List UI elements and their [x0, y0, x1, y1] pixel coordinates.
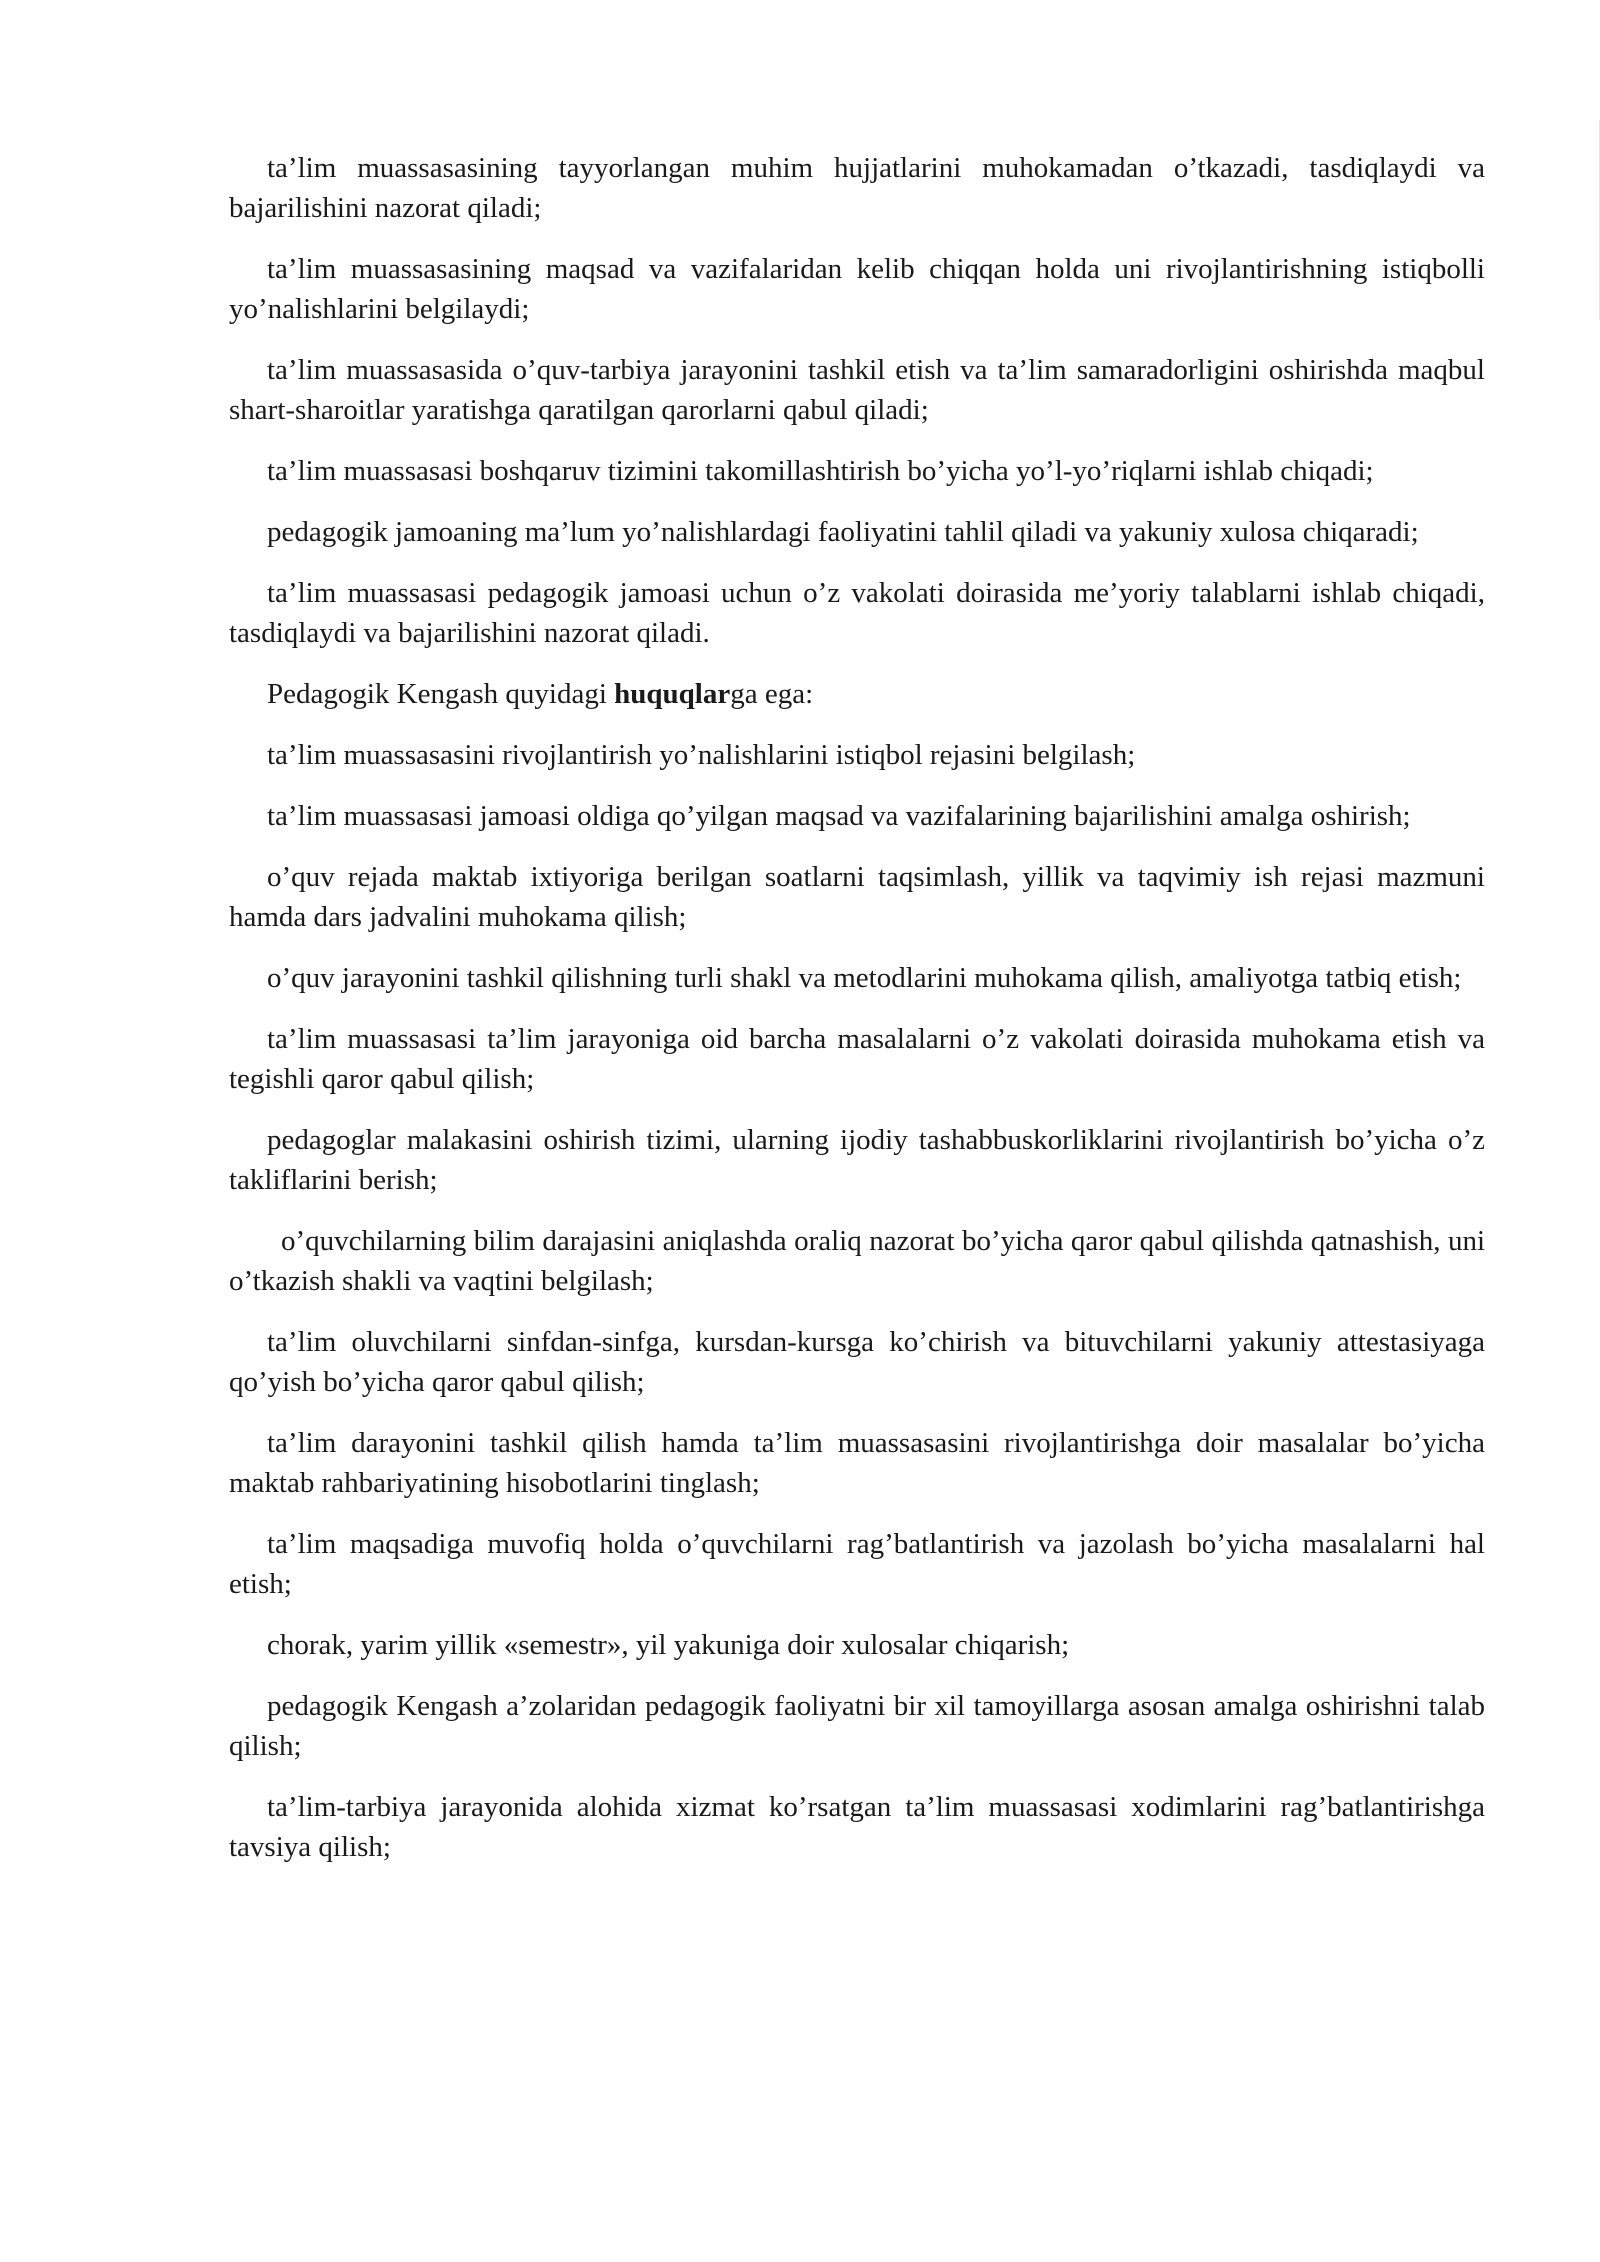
rights-item: ta’lim darayonini tashkil qilish hamda ta’lim muassasasini rivojlantirishga doir masalalar bo’yicha maktab rahbariyatining hisobotlarini tinglash;: [229, 1427, 1485, 1499]
rights-item: chorak, yarim yillik «semestr», yil yakuniga doir xulosalar chiqarish;: [267, 1629, 1070, 1661]
paragraph: ta’lim muassasasida o’quv-tarbiya jarayonini tashkil etish va ta’lim samaradorligini oshirishda maqbul shart-sharoitlar yaratishga qaratilgan qarorlarni qabul qiladi;: [229, 354, 1485, 426]
paragraph: ta’lim muassasasining maqsad va vazifalaridan kelib chiqqan holda uni rivojlantirishning istiqbolli yo’nalishlarini belgilaydi;: [229, 253, 1485, 325]
rights-item: pedagogik Kengash a’zolaridan pedagogik faoliyatni bir xil tamoyillarga asosan amalga oshirishni talab qilish;: [229, 1690, 1485, 1762]
rights-item: o’quv rejada maktab ixtiyoriga berilgan soatlarni taqsimlash, yillik va taqvimiy ish rejasi mazmuni hamda dars jadvalini muhokama qilish;: [229, 861, 1485, 933]
rights-item: pedagoglar malakasini oshirish tizimi, ularning ijodiy tashabbuskorliklarini rivojlantirish bo’yicha o’z takliflarini berish;: [229, 1124, 1485, 1196]
rights-item: ta’lim muassasasi ta’lim jarayoniga oid barcha masalalarni o’z vakolati doirasida muhokama etish va tegishli qaror qabul qilish;: [229, 1023, 1485, 1095]
rights-item: o’quvchilarning bilim darajasini aniqlashda oraliq nazorat bo’yicha qaror qabul qilishda qatnashish, uni o’tkazish shakli va vaqtini belgilash;: [229, 1225, 1485, 1297]
rights-item: ta’lim maqsadiga muvofiq holda o’quvchilarni rag’batlantirish va jazolash bo’yicha masalalarni hal etish;: [229, 1528, 1485, 1600]
rights-heading: [229, 674, 1485, 714]
paragraph: pedagogik jamoaning ma’lum yo’nalishlardagi faoliyatini tahlil qiladi va yakuniy xulosa chiqaradi;: [267, 516, 1419, 548]
rights-item: ta’lim muassasasi jamoasi oldiga qo’yilgan maqsad va vazifalarining bajarilishini amalga oshirish;: [267, 800, 1411, 832]
rights-item: ta’lim muassasasini rivojlantirish yo’nalishlarini istiqbol rejasini belgilash;: [267, 739, 1136, 771]
document-page: [229, 148, 1485, 1888]
paragraph: ta’lim muassasasi boshqaruv tizimini takomillashtirish bo’yicha yo’l-yo’riqlarni ishlab chiqadi;: [267, 455, 1374, 487]
paragraph: ta’lim muassasasining tayyorlangan muhim hujjatlarini muhokamadan o’tkazadi, tasdiqlaydi va bajarilishini nazorat qiladi;: [229, 152, 1485, 224]
paragraph: ta’lim muassasasi pedagogik jamoasi uchun o’z vakolati doirasida me’yoriy talablarni ishlab chiqadi, tasdiqlaydi va bajarilishini nazorat qiladi.: [229, 577, 1485, 649]
rights-item: ta’lim oluvchilarni sinfdan-sinfga, kursdan-kursga ko’chirish va bituvchilarni yakuniy attestasiyaga qo’yish bo’yicha qaror qabul qilish;: [229, 1326, 1485, 1398]
rights-heading-before: Pedagogik Kengash quyidagi: [267, 678, 615, 710]
rights-item: ta’lim-tarbiya jarayonida alohida xizmat ko’rsatgan ta’lim muassasasi xodimlarini rag’batlantirishga tavsiya qilish;: [229, 1791, 1485, 1863]
rights-item: o’quv jarayonini tashkil qilishning turli shakl va metodlarini muhokama qilish, amaliyotga tatbiq etish;: [267, 962, 1462, 994]
rights-heading-bold: huquqlar: [614, 678, 731, 710]
rights-heading-after: ga ega:: [730, 678, 814, 710]
